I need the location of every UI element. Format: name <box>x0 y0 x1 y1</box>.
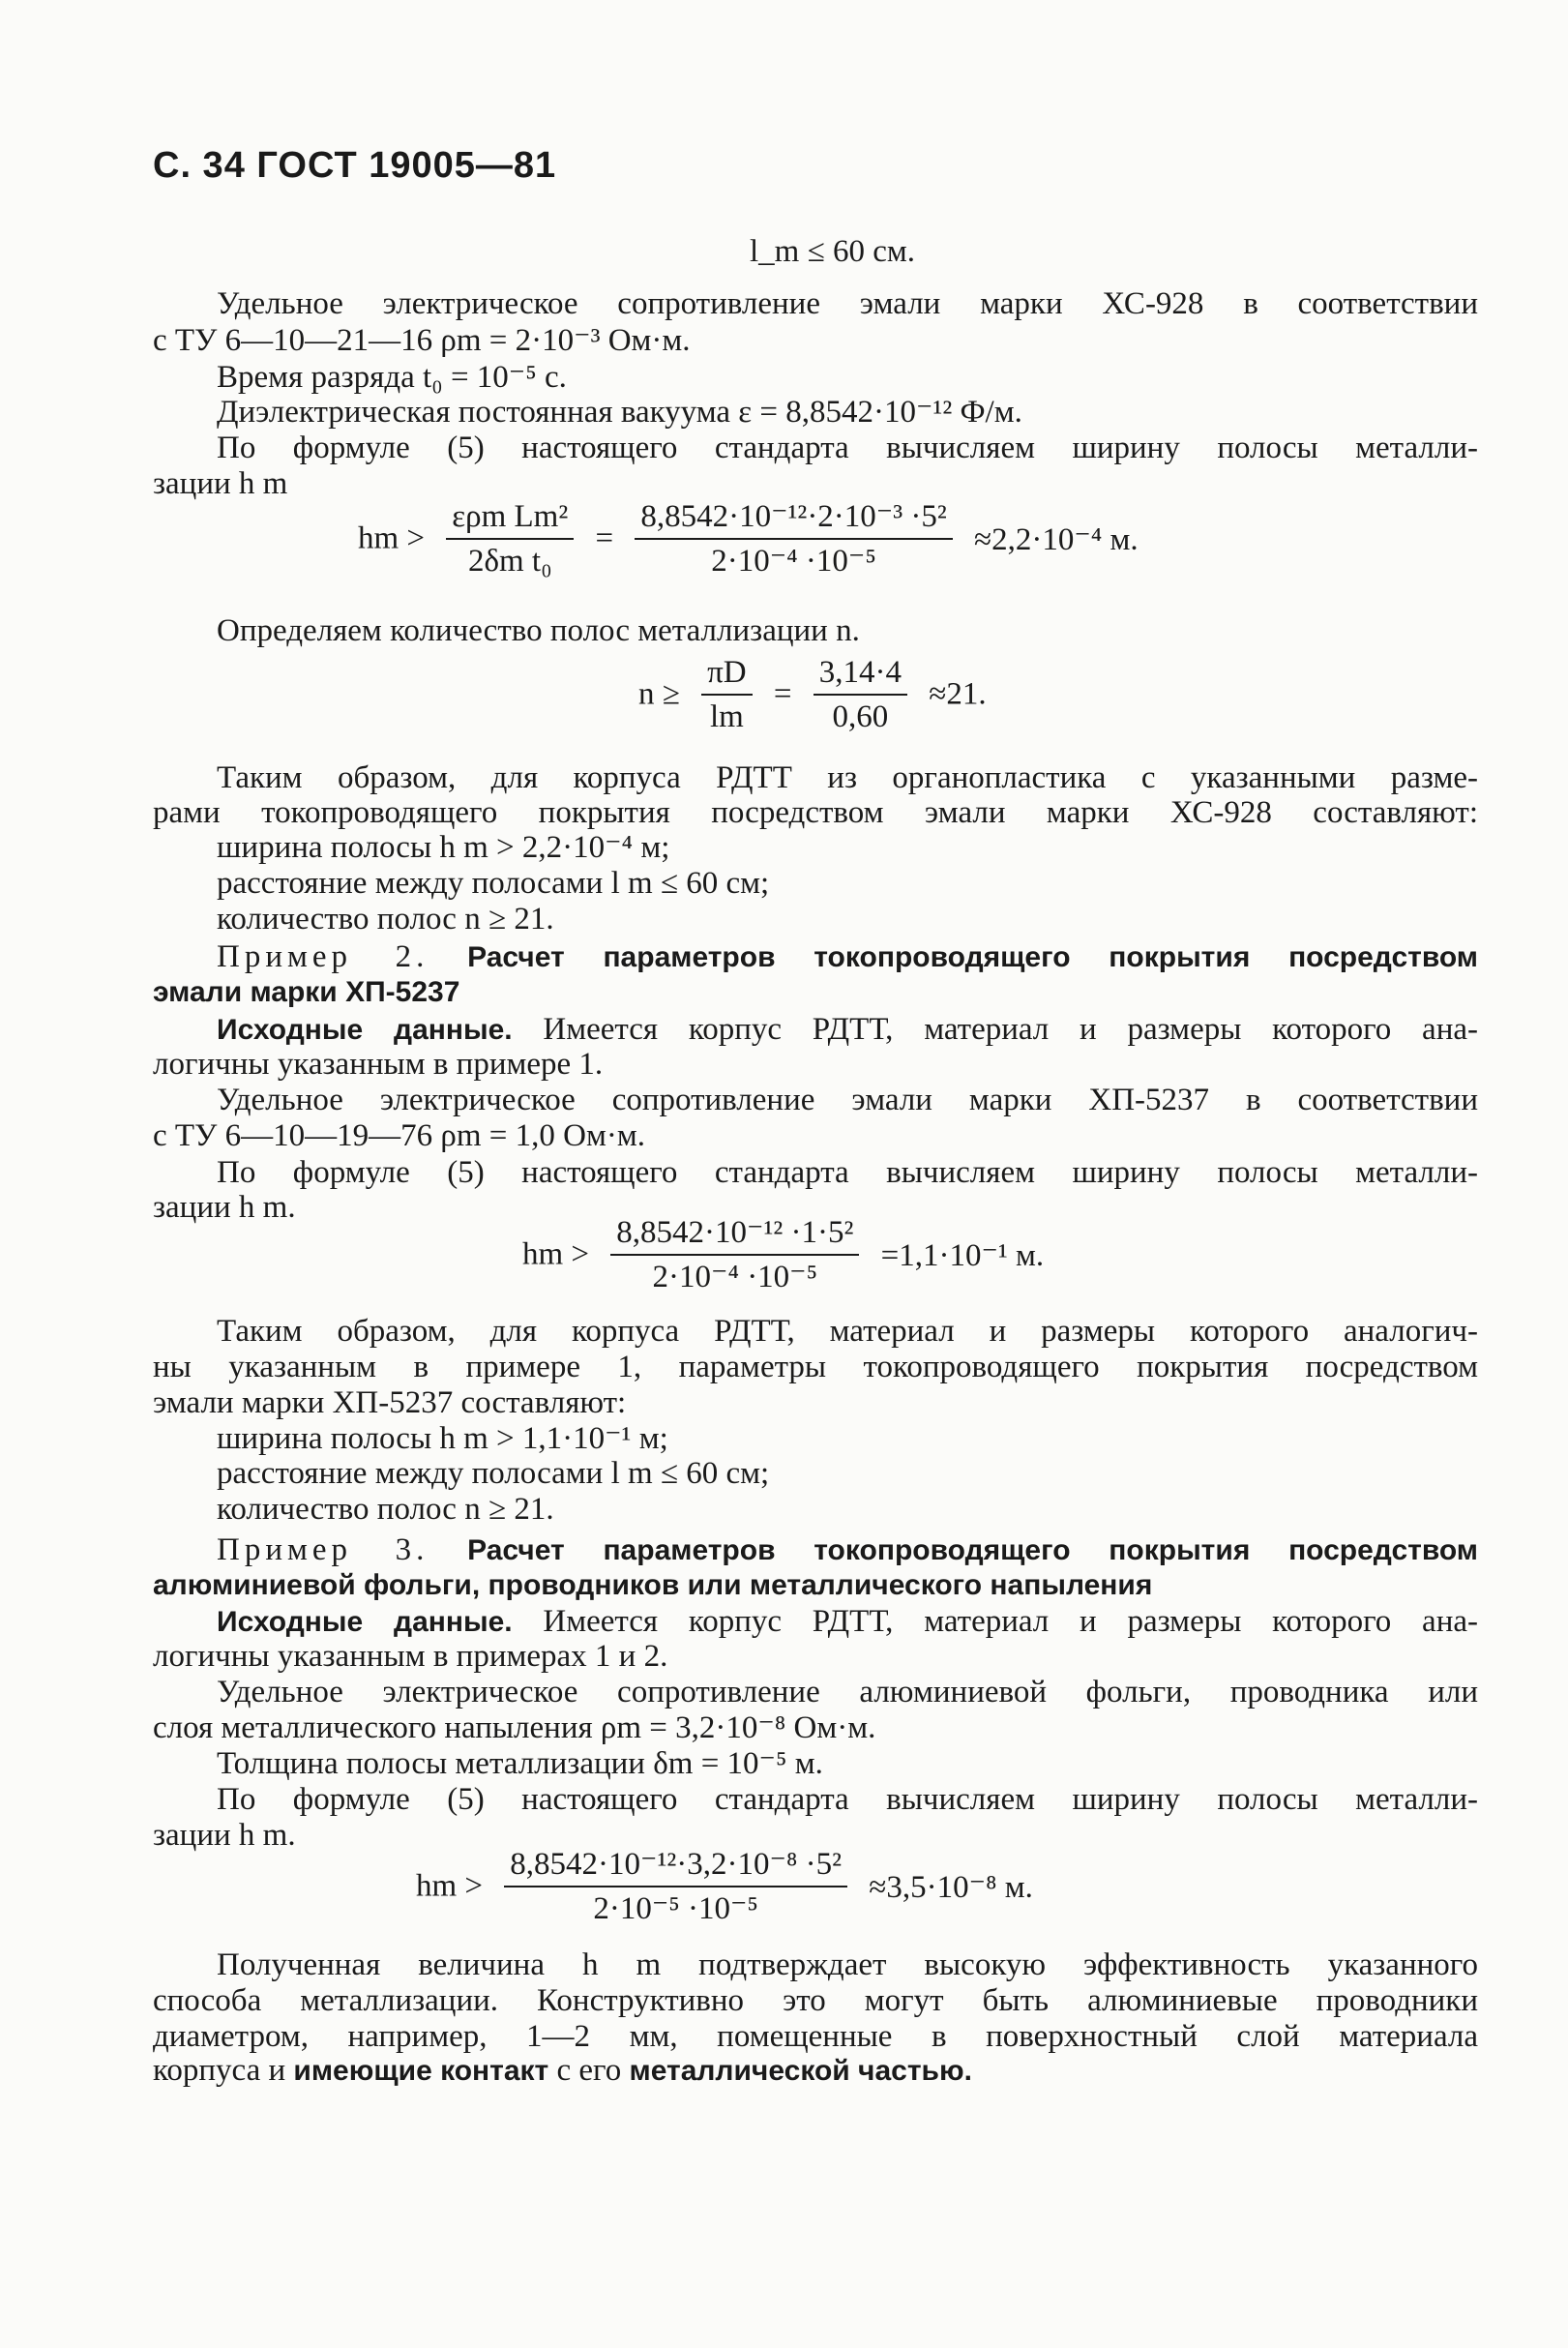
formula-hm-1: hm > ερm Lm² 2δm t₀ = $\frac{\text{8,8542·10⁻¹²·2·10⁻³ ·5²}}{\text{2·10⁻⁴ ·10⁻⁵}}$ ≈2,2·10⁻⁴ м. <box>358 495 1139 582</box>
paragraph-line: По формуле (5) настоящего стандарта вычисляем ширину полосы металли- <box>217 431 1478 465</box>
top-condition: l_m ≤ 60 см. <box>750 234 915 269</box>
paragraph-line: логичны указанным в примерах 1 и 2. <box>153 1639 668 1674</box>
paragraph-line: логичны указанным в примере 1. <box>153 1047 604 1082</box>
paragraph-line: с ТУ 6—10—21—16 ρm = 2·10⁻³ Ом·м. <box>153 323 691 358</box>
paragraph-line: количество полос n ≥ 21. <box>217 902 554 936</box>
paragraph-line: зации h m. <box>153 1818 296 1853</box>
paragraph-line: количество полос n ≥ 21. <box>217 1492 554 1527</box>
example-3-title-cont: алюминиевой фольги, проводников или металлического напыления <box>153 1569 1153 1601</box>
paragraph-line: Толщина полосы металлизации δm = 10⁻⁵ м. <box>217 1746 823 1781</box>
example-2-title-cont: эмали марки ХП-5237 <box>153 976 460 1008</box>
paragraph-line: ны указанным в примере 1, параметры токопроводящего покрытия посредством <box>153 1350 1478 1384</box>
page-header: С. 34 ГОСТ 19005—81 <box>153 145 557 186</box>
formula-hm-3: hm > $\frac{\text{8,8542·10⁻¹²·3,2·10⁻⁸ ·5²}}{\text{2·10⁻⁵ ·10⁻⁵}}$ ≈3,5·10⁻⁸ м. <box>416 1843 1033 1930</box>
paragraph-line: Время разряда t₀ = 10⁻⁵ с. <box>217 360 567 395</box>
paragraph-line: Таким образом, для корпуса РДТТ, материал и размеры которого аналогич- <box>217 1314 1478 1349</box>
paragraph-line: зации h m <box>153 466 288 501</box>
paragraph-line: Удельное электрическое сопротивление алюминиевой фольги, проводника или <box>217 1675 1478 1709</box>
paragraph-line: способа металлизации. Конструктивно это могут быть алюминиевые проводники <box>153 1983 1478 2018</box>
paragraph-line: Полученная величина h m подтверждает высокую эффективность указанного <box>217 1947 1478 1982</box>
paragraph-line: с ТУ 6—10—19—76 ρm = 1,0 Ом·м. <box>153 1118 646 1153</box>
paragraph-line: рами токопроводящего покрытия посредством эмали марки ХС-928 составляют: <box>153 795 1478 830</box>
paragraph-line: ширина полосы h m > 1,1·10⁻¹ м; <box>217 1421 668 1456</box>
paragraph-line: слоя металлического напыления ρm = 3,2·10⁻⁸ Ом·м. <box>153 1710 876 1745</box>
paragraph-line: Удельное электрическое сопротивление эмали марки ХП-5237 в соответствии <box>217 1083 1478 1117</box>
example-3-title: Пример 3. Расчет параметров токопроводящего покрытия посредством <box>217 1532 1479 1567</box>
paragraph-line: расстояние между полосами l m ≤ 60 см; <box>217 1456 770 1491</box>
paragraph-line: расстояние между полосами l m ≤ 60 см; <box>217 866 770 901</box>
paragraph-line: Таким образом, для корпуса РДТТ из органопластика с указанными разме- <box>217 760 1478 795</box>
paragraph-line: По формуле (5) настоящего стандарта вычисляем ширину полосы металли- <box>217 1155 1478 1190</box>
source-data-line: Исходные данные. Имеется корпус РДТТ, материал и размеры которого ана- <box>217 1012 1478 1047</box>
example-2-title: Пример 2. Расчет параметров токопроводящего покрытия посредством <box>217 939 1479 974</box>
formula-hm-2: hm > $\frac{\text{8,8542·10⁻¹² ·1·5²}}{\text{2·10⁻⁴ ·10⁻⁵}}$ =1,1·10⁻¹ м. <box>522 1211 1044 1298</box>
final-line: корпуса и имеющие контакт с его металлической частью. <box>153 2053 972 2088</box>
paragraph-line: Диэлектрическая постоянная вакуума ε = 8,8542·10⁻¹² Ф/м. <box>217 395 1022 430</box>
formula-n: n ≥ $\frac{\pi D}{lm}$ = $\frac{3,14\cdot 4}{0,60}$ ≈21. <box>638 651 987 738</box>
paragraph-line: По формуле (5) настоящего стандарта вычисляем ширину полосы металли- <box>217 1782 1478 1817</box>
paragraph-line: Удельное электрическое сопротивление эмали марки ХС-928 в соответствии <box>217 286 1478 321</box>
paragraph-line: эмали марки ХП-5237 составляют: <box>153 1385 627 1420</box>
paragraph-line: ширина полосы h m > 2,2·10⁻⁴ м; <box>217 830 670 865</box>
paragraph-line: зации h m. <box>153 1190 296 1225</box>
source-data-line: Исходные данные. Имеется корпус РДТТ, материал и размеры которого ана- <box>217 1604 1478 1639</box>
paragraph-line: диаметром, например, 1—2 мм, помещенные в поверхностный слой материала <box>153 2019 1478 2054</box>
paragraph-line: Определяем количество полос металлизации n. <box>217 613 860 648</box>
